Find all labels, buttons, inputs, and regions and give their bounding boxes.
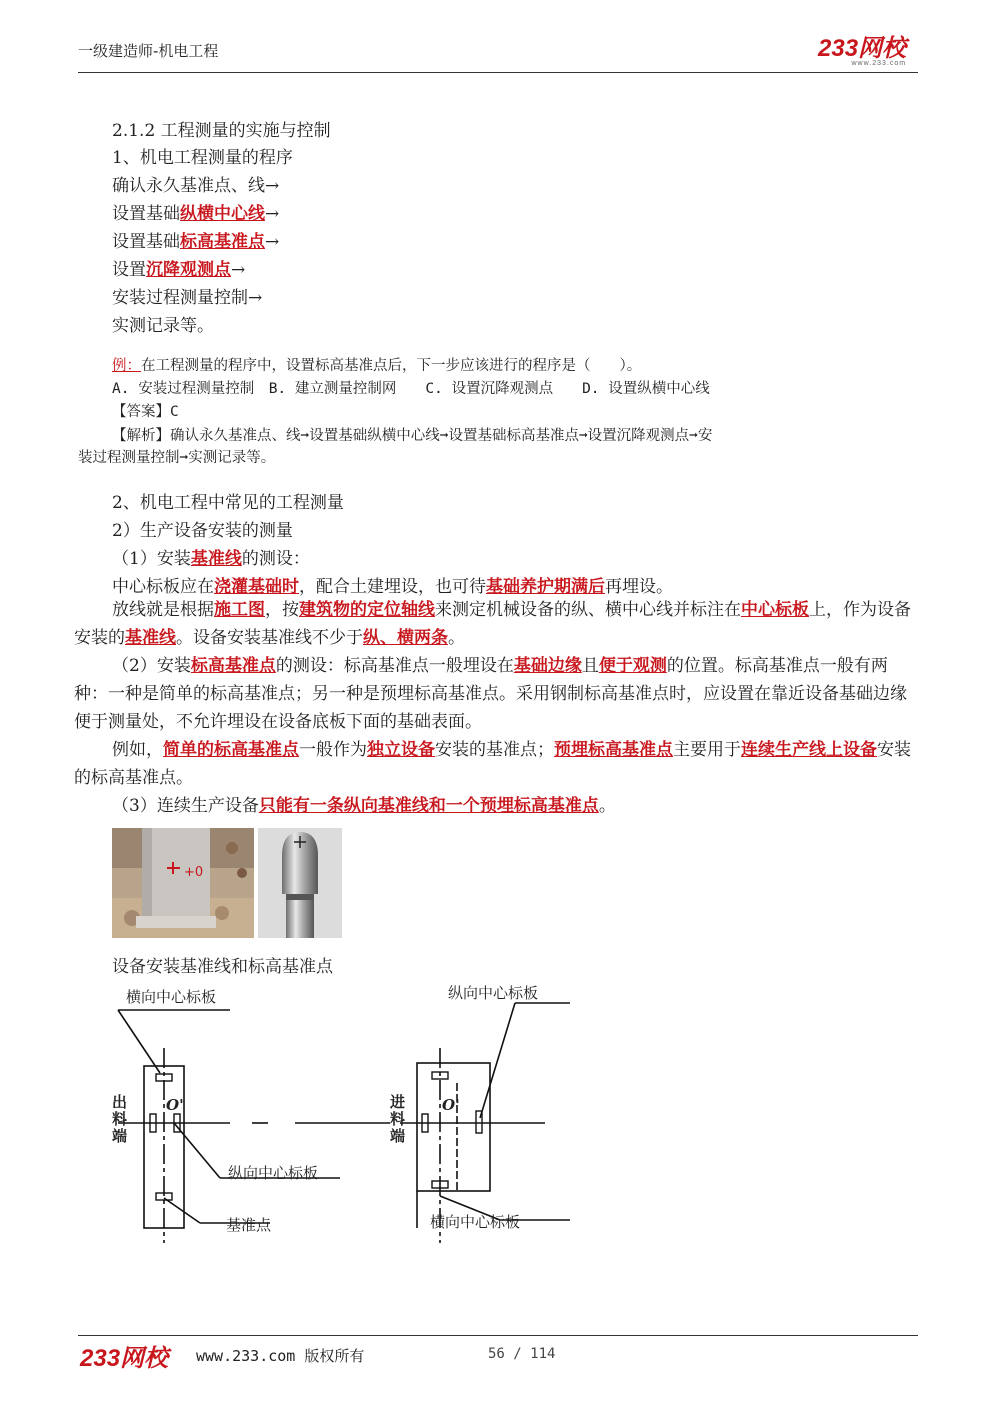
procedure-step2 xyxy=(112,199,279,224)
item1-post: 的测设： xyxy=(241,549,310,569)
p2-e: 。设备安装基准线不少于 xyxy=(176,628,363,648)
example-analysis-line2: 装过程测量控制➞实测记录等。 xyxy=(78,450,276,466)
p4-a: 例如， xyxy=(112,740,163,760)
footer-site: www.233.com 版权所有 xyxy=(196,1347,365,1365)
diagram-outlet-label: 出料端 xyxy=(112,1093,128,1145)
p1-keyword2: 基础养护期满后 xyxy=(486,577,605,597)
p2-keyword1: 施工图 xyxy=(214,600,265,620)
diagram-label-mid: 纵向中心标板 xyxy=(228,1164,319,1182)
common-p1 xyxy=(112,572,673,597)
step2-keyword: 纵横中心线 xyxy=(180,204,265,224)
procedure-step6: 实测记录等。 xyxy=(112,316,214,336)
step4-keyword: 沉降观测点 xyxy=(146,260,231,280)
procedure-heading: 1、机电工程测量的程序 xyxy=(112,148,293,168)
p1-b: ，配合土建埋设，也可待 xyxy=(299,577,486,597)
common-heading: 2、机电工程中常见的工程测量 xyxy=(112,493,344,513)
diagram-origin-left: O' xyxy=(166,1096,184,1114)
p2-keyword2: 建筑物的定位轴线 xyxy=(299,600,435,620)
p3-keyword3: 便于观测 xyxy=(598,656,667,676)
step3-pre: 设置基础 xyxy=(112,232,180,252)
p5-keyword: 只能有一条纵向基准线和一个预埋标高基准点 xyxy=(258,796,599,816)
p1-c: 再埋设。 xyxy=(605,577,673,597)
p3-a: （2）安装 xyxy=(112,656,191,676)
step2-arrow: → xyxy=(265,204,280,224)
common-p2 xyxy=(74,596,920,652)
step4-pre: 设置 xyxy=(112,260,146,280)
benchmark-diagram xyxy=(100,978,570,1248)
p2-c: 来测定机械设备的纵、横中心线并标注在 xyxy=(435,600,741,620)
p4-keyword1: 简单的标高基准点 xyxy=(163,740,299,760)
example-analysis-line1: 【解析】确认永久基准点、线➞设置基础纵横中心线➞设置基础标高基准点➞设置沉降观测点➞安 xyxy=(112,428,713,444)
p1-keyword1: 浇灌基础时 xyxy=(214,577,299,597)
diagram-inlet-label: 进料端 xyxy=(390,1093,406,1145)
example-options: A. 安装过程测量控制 B. 建立测量控制网 C. 设置沉降观测点 D. 设置纵横中心线 xyxy=(112,381,710,397)
header-logo xyxy=(818,28,906,67)
p4-keyword3: 预埋标高基准点 xyxy=(554,740,673,760)
common-p5 xyxy=(74,792,920,820)
section-title: 2.1.2 工程测量的实施与控制 xyxy=(112,121,331,141)
p4-c: 安装的基准点； xyxy=(435,740,554,760)
page-number: 56 / 114 xyxy=(488,1346,556,1362)
p4-d: 主要用于 xyxy=(673,740,741,760)
item1-keyword: 基准线 xyxy=(190,549,242,569)
p4-keyword4: 连续生产线上设备 xyxy=(741,740,877,760)
step4-arrow: → xyxy=(231,260,246,280)
step3-keyword: 标高基准点 xyxy=(180,232,265,252)
common-item1 xyxy=(112,544,310,569)
p2-keyword4: 基准线 xyxy=(125,628,176,648)
diagram-origin-right: O' xyxy=(442,1096,460,1114)
photo-steel-benchmark xyxy=(258,828,342,938)
p1-a: 中心标板应在 xyxy=(112,577,214,597)
photo-caption: 设备安装基准线和标高基准点 xyxy=(112,957,333,977)
p5-b: 。 xyxy=(598,796,616,816)
header-logo-sub: www.233.com xyxy=(851,60,907,67)
p4-keyword2: 独立设备 xyxy=(367,740,435,760)
photo-benchmark-stake xyxy=(112,828,254,938)
step3-arrow: → xyxy=(265,232,280,252)
p3-d: 的位置。标高基准点一般有两种：一种是简单的标高基准点；另一种是预埋标高基准点。采用钢制标高基准点时，应设置在靠近设备基础边缘便于测量处，不允许埋设在设备底板下面的基础表面。 xyxy=(74,656,907,732)
procedure-step1: 确认永久基准点、线→ xyxy=(112,176,280,196)
footer-logo: 233网校 xyxy=(80,1345,169,1372)
header-divider xyxy=(78,72,918,73)
header-logo-text: 233网校 xyxy=(818,35,907,62)
diagram-label-top-right: 纵向中心标板 xyxy=(448,984,539,1002)
p5-a: （3）连续生产设备 xyxy=(112,796,259,816)
procedure-step3 xyxy=(112,227,279,252)
example-answer: 【答案】C xyxy=(112,404,179,420)
p4-e: 安装的标高基准点。 xyxy=(74,740,911,788)
example-question-line xyxy=(112,354,641,375)
p2-d: 上，作为设备安装的 xyxy=(74,600,911,648)
common-p3 xyxy=(74,652,920,736)
diagram-label-bottom-right: 横向中心标板 xyxy=(430,1213,521,1231)
example-label: 例： xyxy=(112,358,141,374)
p3-keyword2: 基础边缘 xyxy=(513,656,582,676)
item1-pre: （1）安装 xyxy=(112,549,191,569)
p3-b: 的测设：标高基准点一般埋设在 xyxy=(275,656,514,676)
diagram-label-top-left: 横向中心标板 xyxy=(126,988,217,1006)
p2-keyword5: 纵、横两条 xyxy=(363,628,448,648)
procedure-step5: 安装过程测量控制→ xyxy=(112,288,263,308)
common-sub: 2）生产设备安装的测量 xyxy=(112,521,293,541)
p3-keyword1: 标高基准点 xyxy=(190,656,276,676)
p2-a: 放线就是根据 xyxy=(112,600,214,620)
example-question: 在工程测量的程序中，设置标高基准点后，下一步应该进行的程序是（ ）。 xyxy=(141,358,642,374)
procedure-step4 xyxy=(112,255,245,280)
p4-b: 一般作为 xyxy=(299,740,367,760)
p2-keyword3: 中心标板 xyxy=(741,600,809,620)
p3-c: 且 xyxy=(581,656,599,676)
footer-divider xyxy=(78,1335,918,1336)
svg-text:+0: +0 xyxy=(184,865,204,880)
common-p4 xyxy=(74,736,920,792)
p2-b: ，按 xyxy=(265,600,299,620)
header-title: 一级建造师-机电工程 xyxy=(78,42,219,60)
diagram-label-bottom-left: 基准点 xyxy=(226,1216,272,1234)
p2-f: 。 xyxy=(448,628,465,648)
step2-pre: 设置基础 xyxy=(112,204,180,224)
